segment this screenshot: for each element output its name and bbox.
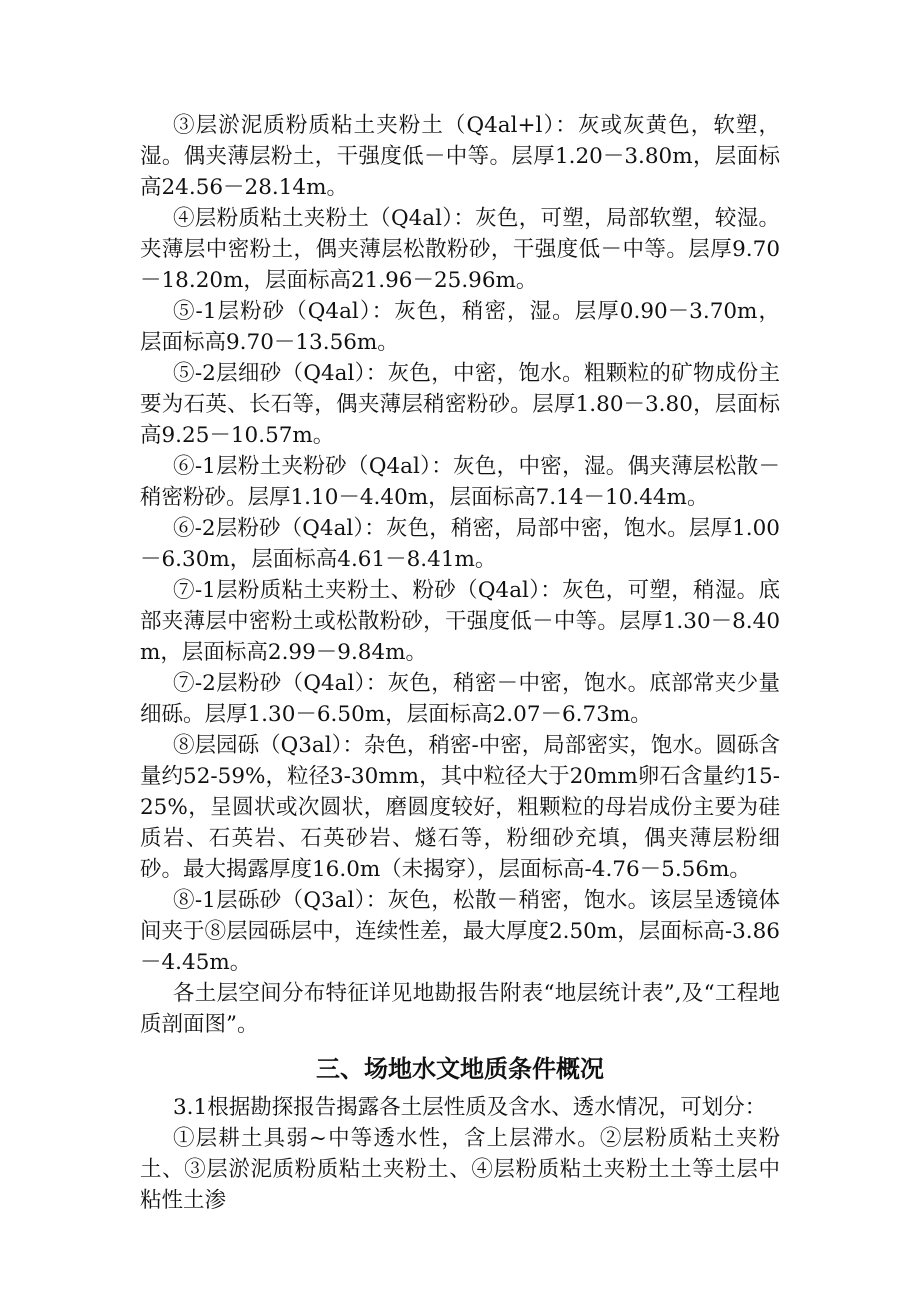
paragraph-layer-8-1: ⑧-1层砾砂（Q3al）：灰色，松散－稍密，饱水。该层呈透镜体间夹于⑧层园砾层中，连续性差，最大厚度2.50m，层面标高-3.86－4.45m。 (140, 888, 780, 975)
paragraph-layer-5-1: ⑤-1层粉砂（Q4al）：灰色，稍密，湿。层厚0.90－3.70m，层面标高9.70－13.56m。 (140, 299, 780, 355)
section-heading: 三、场地水文地质条件概况 (316, 1055, 604, 1083)
paragraph-3-1: 3.1根据勘探报告揭露各土层性质及含水、透水情况，可划分： (173, 1095, 767, 1120)
document-page (140, 110, 780, 1216)
paragraph-layer-5-2: ⑤-2层细砂（Q4al）：灰色，中密，饱水。粗颗粒的矿物成份主要为石英、长石等，偶夹薄层稍密粉砂。层厚1.80－3.80，层面标高9.25－10.57m。 (140, 361, 780, 448)
paragraph-permeability: ①层耕土具弱~中等透水性，含上层滞水。②层粉质粘土夹粉土、③层淤泥质粉质粘土夹粉土、④层粉质粘土夹粉土土等土层中粘性土渗 (140, 1126, 780, 1213)
paragraph-layer-3: ③层淤泥质粉质粘土夹粉土（Q4al+l）：灰或灰黄色，软塑，湿。偶夹薄层粉土，干强度低－中等。层厚1.20－3.80m，层面标高24.56－28.14m。 (140, 113, 780, 200)
paragraph-layer-8: ⑧层园砾（Q3al）：杂色，稍密-中密，局部密实，饱水。圆砾含量约52-59%，粒径3-30mm，其中粒径大于20mm卵石含量约15-25%，呈圆状或次圆状，磨圆度较好，粗颗粒的母岩成份主要为硅质岩、石英岩、石英砂岩、燧石等，粉细砂充填，偶夹薄层粉细砂。最大揭露厚度16.0m（未揭穿），层面标高-4.76－5.56m。 (140, 733, 780, 882)
paragraph-layer-6-1: ⑥-1层粉土夹粉砂（Q4al）：灰色，中密，湿。偶夹薄层松散－稍密粉砂。层厚1.10－4.40m，层面标高7.14－10.44m。 (140, 454, 780, 510)
paragraph-layer-6-2: ⑥-2层粉砂（Q4al）：灰色，稍密，局部中密，饱水。层厚1.00－6.30m，层面标高4.61－8.41m。 (140, 516, 780, 572)
paragraph-summary: 各土层空间分布特征详见地勘报告附表“地层统计表”,及“工程地质剖面图”。 (140, 981, 780, 1037)
paragraph-layer-7-2: ⑦-2层粉砂（Q4al）：灰色，稍密－中密，饱水。底部常夹少量细砾。层厚1.30－6.50m，层面标高2.07－6.73m。 (140, 671, 780, 727)
paragraph-layer-4: ④层粉质粘土夹粉土（Q4al）：灰色，可塑，局部软塑，较湿。夹薄层中密粉土，偶夹薄层松散粉砂，干强度低－中等。层厚9.70－18.20m，层面标高21.96－25.96m。 (140, 206, 780, 293)
paragraph-layer-7-1: ⑦-1层粉质粘土夹粉土、粉砂（Q4al）：灰色，可塑，稍湿。底部夹薄层中密粉土或松散粉砂，干强度低－中等。层厚1.30－8.40m，层面标高2.99－9.84m。 (140, 578, 780, 665)
